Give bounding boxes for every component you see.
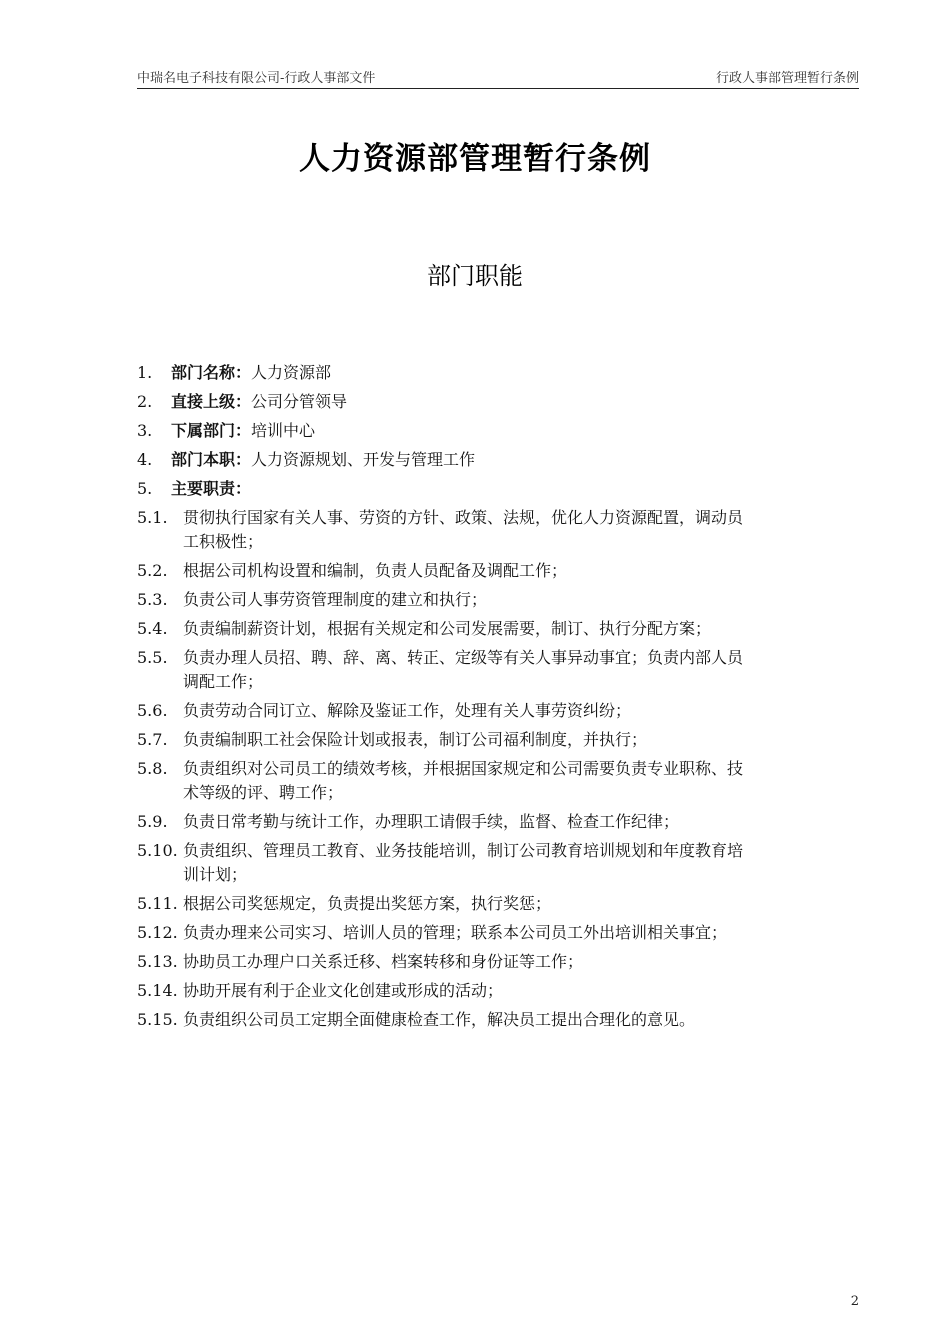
info-list bbox=[137, 358, 859, 503]
item-number: 1. bbox=[137, 363, 153, 382]
duty-text: 负责日常考勤与统计工作，办理职工请假手续，监督、检查工作纪律； bbox=[183, 812, 680, 831]
header-company-text: 中瑞名电子科技有限公司-行政人事部文件 bbox=[137, 71, 376, 86]
duty-number: 5.11. bbox=[137, 894, 178, 913]
duty-text: 根据公司奖惩规定，负责提出奖惩方案，执行奖惩； bbox=[183, 894, 552, 913]
duty-item bbox=[137, 836, 859, 889]
duty-item bbox=[137, 585, 859, 614]
duty-text: 负责编制薪资计划，根据有关规定和公司发展需要，制订、执行分配方案； bbox=[183, 619, 712, 638]
item-value: 培训中心 bbox=[251, 421, 316, 440]
duty-item bbox=[137, 918, 859, 947]
item-value: 人力资源部 bbox=[251, 363, 332, 382]
duty-text: 负责办理人员招、聘、辞、离、转正、定级等有关人事异动事宜；负责内部人员 bbox=[183, 648, 744, 667]
item-number: 3. bbox=[137, 421, 153, 440]
item-label: 主要职责 bbox=[171, 479, 236, 498]
duty-item bbox=[137, 696, 859, 725]
duty-number: 5.12. bbox=[137, 923, 178, 942]
item-number: 5. bbox=[137, 479, 153, 498]
document-body bbox=[137, 358, 859, 1034]
duty-item bbox=[137, 1005, 859, 1034]
list-item bbox=[137, 445, 859, 474]
duty-number: 5.14. bbox=[137, 981, 178, 1000]
item-number: 2. bbox=[137, 392, 153, 411]
duty-text: 负责公司人事劳资管理制度的建立和执行； bbox=[183, 590, 488, 609]
duty-text: 贯彻执行国家有关人事、劳资的方针、政策、法规，优化人力资源配置，调动员 bbox=[183, 508, 744, 527]
item-body bbox=[171, 387, 347, 416]
header-doc-name: 行政人事部管理暂行条例 bbox=[715, 71, 859, 86]
duty-text: 负责劳动合同订立、解除及鉴证工作，处理有关人事劳资纠纷； bbox=[183, 701, 632, 720]
duty-item bbox=[137, 947, 859, 976]
item-number: 4. bbox=[137, 450, 153, 469]
duty-number: 5.3. bbox=[137, 590, 168, 609]
duty-text: 负责组织、管理员工教育、业务技能培训，制订公司教育培训规划和年度教育培 bbox=[183, 841, 744, 860]
duty-number: 5.5. bbox=[137, 648, 168, 667]
item-value: 公司分管领导 bbox=[251, 392, 348, 411]
item-separator: ： bbox=[235, 479, 252, 498]
list-item bbox=[137, 416, 859, 445]
duty-number: 5.4. bbox=[137, 619, 168, 638]
item-separator: ： bbox=[235, 392, 252, 411]
page-header bbox=[137, 64, 859, 89]
duty-number: 5.9. bbox=[137, 812, 168, 831]
item-separator: ： bbox=[235, 421, 252, 440]
item-label: 下属部门 bbox=[171, 421, 236, 440]
duty-text: 协助开展有利于企业文化创建或形成的活动； bbox=[183, 981, 504, 1000]
item-label: 部门本职 bbox=[171, 450, 236, 469]
list-item bbox=[137, 474, 859, 503]
duty-item bbox=[137, 889, 859, 918]
duty-number: 5.10. bbox=[137, 841, 178, 860]
item-separator: ： bbox=[235, 450, 252, 469]
duty-text: 负责组织对公司员工的绩效考核，并根据国家规定和公司需要负责专业职称、技 bbox=[183, 759, 744, 778]
duty-text: 负责组织公司员工定期全面健康检查工作，解决员工提出合理化的意见。 bbox=[183, 1010, 696, 1029]
list-item bbox=[137, 387, 859, 416]
duty-number: 5.15. bbox=[137, 1010, 178, 1029]
duty-text-continued: 术等级的评、聘工作； bbox=[183, 783, 344, 802]
duty-text: 根据公司机构设置和编制，负责人员配备及调配工作； bbox=[183, 561, 568, 580]
duty-text: 负责编制职工社会保险计划或报表，制订公司福利制度，并执行； bbox=[183, 730, 648, 749]
item-value: 人力资源规划、开发与管理工作 bbox=[251, 450, 476, 469]
duty-item bbox=[137, 754, 859, 807]
duties-list bbox=[137, 503, 859, 1034]
page-number: 2 bbox=[850, 1294, 859, 1309]
item-body bbox=[171, 445, 475, 474]
duty-number: 5.13. bbox=[137, 952, 178, 971]
duty-item bbox=[137, 807, 859, 836]
duty-number: 5.8. bbox=[137, 759, 168, 778]
item-label: 部门名称 bbox=[171, 363, 236, 382]
item-separator: ： bbox=[235, 363, 252, 382]
duty-number: 5.6. bbox=[137, 701, 168, 720]
item-label: 直接上级 bbox=[171, 392, 236, 411]
duty-item bbox=[137, 614, 859, 643]
item-body bbox=[171, 358, 331, 387]
duty-item bbox=[137, 725, 859, 754]
duty-text-continued: 调配工作； bbox=[183, 672, 264, 691]
item-body bbox=[171, 416, 315, 445]
duty-item bbox=[137, 503, 859, 556]
duty-item bbox=[137, 643, 859, 696]
section-title: 部门职能 bbox=[427, 262, 523, 290]
duty-text-continued: 工积极性； bbox=[183, 532, 264, 551]
duty-text: 负责办理来公司实习、培训人员的管理；联系本公司员工外出培训相关事宜； bbox=[183, 923, 728, 942]
duty-number: 5.7. bbox=[137, 730, 168, 749]
duty-text-continued: 训计划； bbox=[183, 865, 248, 884]
document-title: 人力资源部管理暂行条例 bbox=[299, 141, 651, 177]
duty-number: 5.2. bbox=[137, 561, 168, 580]
duty-item bbox=[137, 976, 859, 1005]
duty-item bbox=[137, 556, 859, 585]
item-body bbox=[171, 474, 251, 503]
duty-text: 协助员工办理户口关系迁移、档案转移和身份证等工作； bbox=[183, 952, 584, 971]
list-item bbox=[137, 358, 859, 387]
duty-number: 5.1. bbox=[137, 508, 168, 527]
